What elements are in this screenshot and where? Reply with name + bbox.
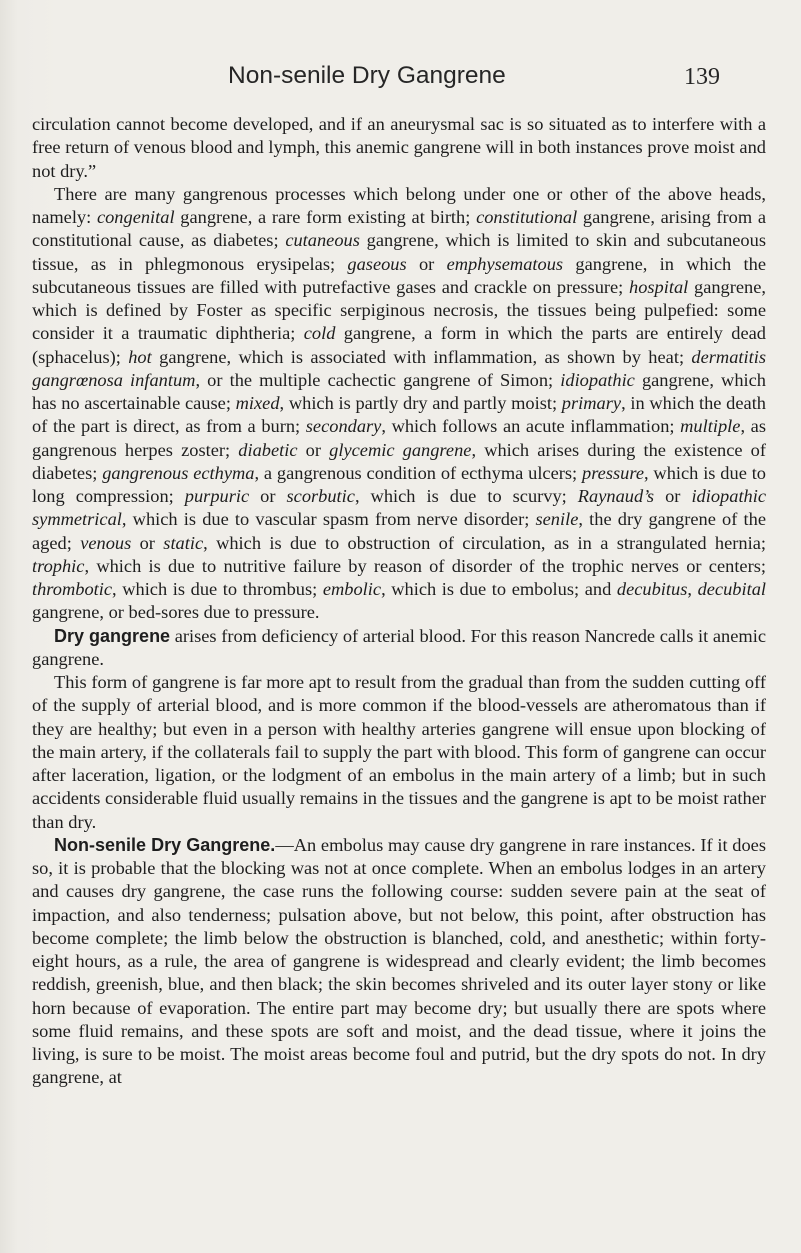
italic-term: idiopathic symmetrical <box>32 486 767 530</box>
text-run: , in which the death of the part is direct, as from a burn; <box>32 393 766 437</box>
italic-term: hospital <box>629 276 689 297</box>
text-run: , a gangrenous condition of ecthyma ulcers; <box>254 462 582 483</box>
text-run: , which arises during the existence of diabetes; <box>32 439 766 483</box>
italic-term: emphysematous <box>446 253 564 274</box>
text-run: circulation cannot become developed, and if an aneurysmal sac is so situated as to interfere with a free return of venous blood and lymph, this anemic gangrene will in both instances prove moist and not dry.” <box>32 114 766 181</box>
italic-term: trophic <box>32 555 85 576</box>
text-run: or <box>249 486 287 506</box>
text-run: gangrene, which has no ascertainable cause; <box>32 369 766 413</box>
text-run: or <box>406 253 447 274</box>
text-run: , which is due to vascular spasm from nerve disorder; <box>121 509 536 530</box>
text-run: , which is due to obstruction of circulation, as in a strangulated hernia; <box>203 532 766 553</box>
italic-term: venous <box>80 532 132 553</box>
italic-term: decubital <box>697 579 766 599</box>
italic-term: glycemic gangrene <box>329 439 472 460</box>
italic-term: secondary <box>305 416 382 437</box>
text-run: , or the multiple cachectic gangrene of Simon; <box>195 369 561 390</box>
text-run: , which is due to nutritive failure by reason of disorder of the trophic nerves or centers; <box>84 555 766 576</box>
italic-term: idiopathic <box>560 369 635 390</box>
paragraph-p5 <box>32 834 766 1090</box>
running-head <box>200 62 720 98</box>
text-run: gangrene, which is defined by Foster as specific serpiginous necrosis, the tissues being pulpefied: some consider it a traumatic diphtheria; <box>32 276 766 344</box>
text-run: , which is due to thrombus; <box>112 579 323 599</box>
text-run: gangrene, arising from a constitutional cause, as diabetes; <box>32 207 766 251</box>
italic-term: diabetic <box>238 439 298 460</box>
run-in-heading: Non-senile Dry Gangrene. <box>54 834 276 855</box>
text-run: arises from deficiency of arterial blood. For this reason Nancrede calls it anemic gangrene. <box>32 625 766 669</box>
text-run: gangrene, a form in which the parts are entirely dead (sphacelus); <box>32 323 766 367</box>
italic-term: decubitus <box>616 579 688 599</box>
italic-term: congenital <box>96 207 175 227</box>
text-run: , the dry gangrene of the aged; <box>32 509 767 553</box>
italic-term: scorbutic <box>286 486 355 506</box>
text-run: gangrene, which is associated with inflammation, as shown by heat; <box>151 346 692 367</box>
page-number: 139 <box>684 64 720 90</box>
italic-term: primary <box>561 393 622 413</box>
italic-term: Raynaud’s <box>577 486 655 506</box>
italic-term: senile <box>535 509 579 530</box>
text-run: or <box>654 486 692 506</box>
text-run: , as gangrenous herpes zoster; <box>32 416 766 460</box>
text-run: , which is due to embolus; and <box>381 579 617 599</box>
text-run: gangrene, in which the subcutaneous tissues are filled with putrefactive gases and crackle on pressure; <box>32 253 766 297</box>
text-run: —An embolus may cause dry gangrene in rare instances. If it does so, it is probable that the blocking was not at once complete. When an embolus lodges in an artery and causes dry gangrene, the case runs the following course: sudden severe pain at the seat of impaction, and also tenderness; pulsation above, but not below, this point, after obstruction has become complete; the limb below the obstruction is blanched, cold, and anesthetic; within forty-eight hours, as a rule, the area of gangrene is widespread and clearly evident; the limb becomes reddish, greenish, blue, and then black; the skin becomes shriveled and its outer layer stony or like horn because of evaporation. The entire part may become dry; but usually there are spots where some fluid remains, and these spots are soft and moist, and the dead tissue, where it joins the living, is sure to be moist. The moist areas become foul and putrid, but the dry spots do not. In dry gangrene, at <box>32 834 766 1088</box>
text-run: gangrene, which is limited to skin and subcutaneous tissue, as in phlegmonous erysipelas; <box>32 230 766 274</box>
text-run: gangrene, or bed-sores due to pressure. <box>32 602 320 623</box>
paragraph-p2 <box>32 183 766 625</box>
running-head-title: Non-senile Dry Gangrene <box>228 62 506 89</box>
italic-term: dermatitis gangrœnosa infantum <box>32 346 767 390</box>
paragraph-p1 <box>32 113 766 183</box>
italic-term: gangrenous ecthyma <box>102 462 255 483</box>
text-run: or <box>131 532 164 553</box>
italic-term: multiple <box>680 416 741 437</box>
run-in-heading: Dry gangrene <box>54 625 171 646</box>
italic-term: constitutional <box>476 207 578 227</box>
italic-term: gaseous <box>347 253 407 274</box>
text-run: or <box>297 439 330 460</box>
text-run: , which is partly dry and partly moist; <box>279 393 562 413</box>
text-run: , which is due to long compression; <box>32 462 767 506</box>
italic-term: cutaneous <box>285 230 360 251</box>
italic-term: thrombotic <box>32 579 113 599</box>
italic-term: static <box>163 532 204 553</box>
paragraph-p3 <box>32 625 766 672</box>
italic-term: embolic <box>322 579 382 599</box>
italic-term: mixed <box>235 393 280 413</box>
italic-term: purpuric <box>184 486 250 506</box>
text-run: , <box>687 579 698 599</box>
body-text <box>32 113 766 1090</box>
text-run: There are many gangrenous processes which belong under one or other of the above heads, namely: <box>32 183 766 227</box>
text-run: gangrene, a rare form existing at birth; <box>174 207 477 227</box>
text-run: , which is due to scurvy; <box>354 486 578 506</box>
italic-term: cold <box>303 323 336 344</box>
italic-term: hot <box>128 346 152 367</box>
paragraph-p4 <box>32 671 766 834</box>
text-run: This form of gangrene is far more apt to result from the gradual than from the sudden cutting off of the supply of arterial blood, and is more common if the blood-vessels are atheromatous than if they are healthy; but even in a person with healthy arteries gangrene will ensue upon blocking of the main artery, if the collaterals fail to supply the part with blood. This form of gangrene can occur after laceration, ligation, or the lodgment of an embolus in the main artery of a limb; but in such accidents considerable fluid usually remains in the tissues and the gangrene is apt to be moist rather than dry. <box>32 672 766 832</box>
italic-term: pressure <box>582 462 644 483</box>
text-run: , which follows an acute inflammation; <box>381 416 681 437</box>
